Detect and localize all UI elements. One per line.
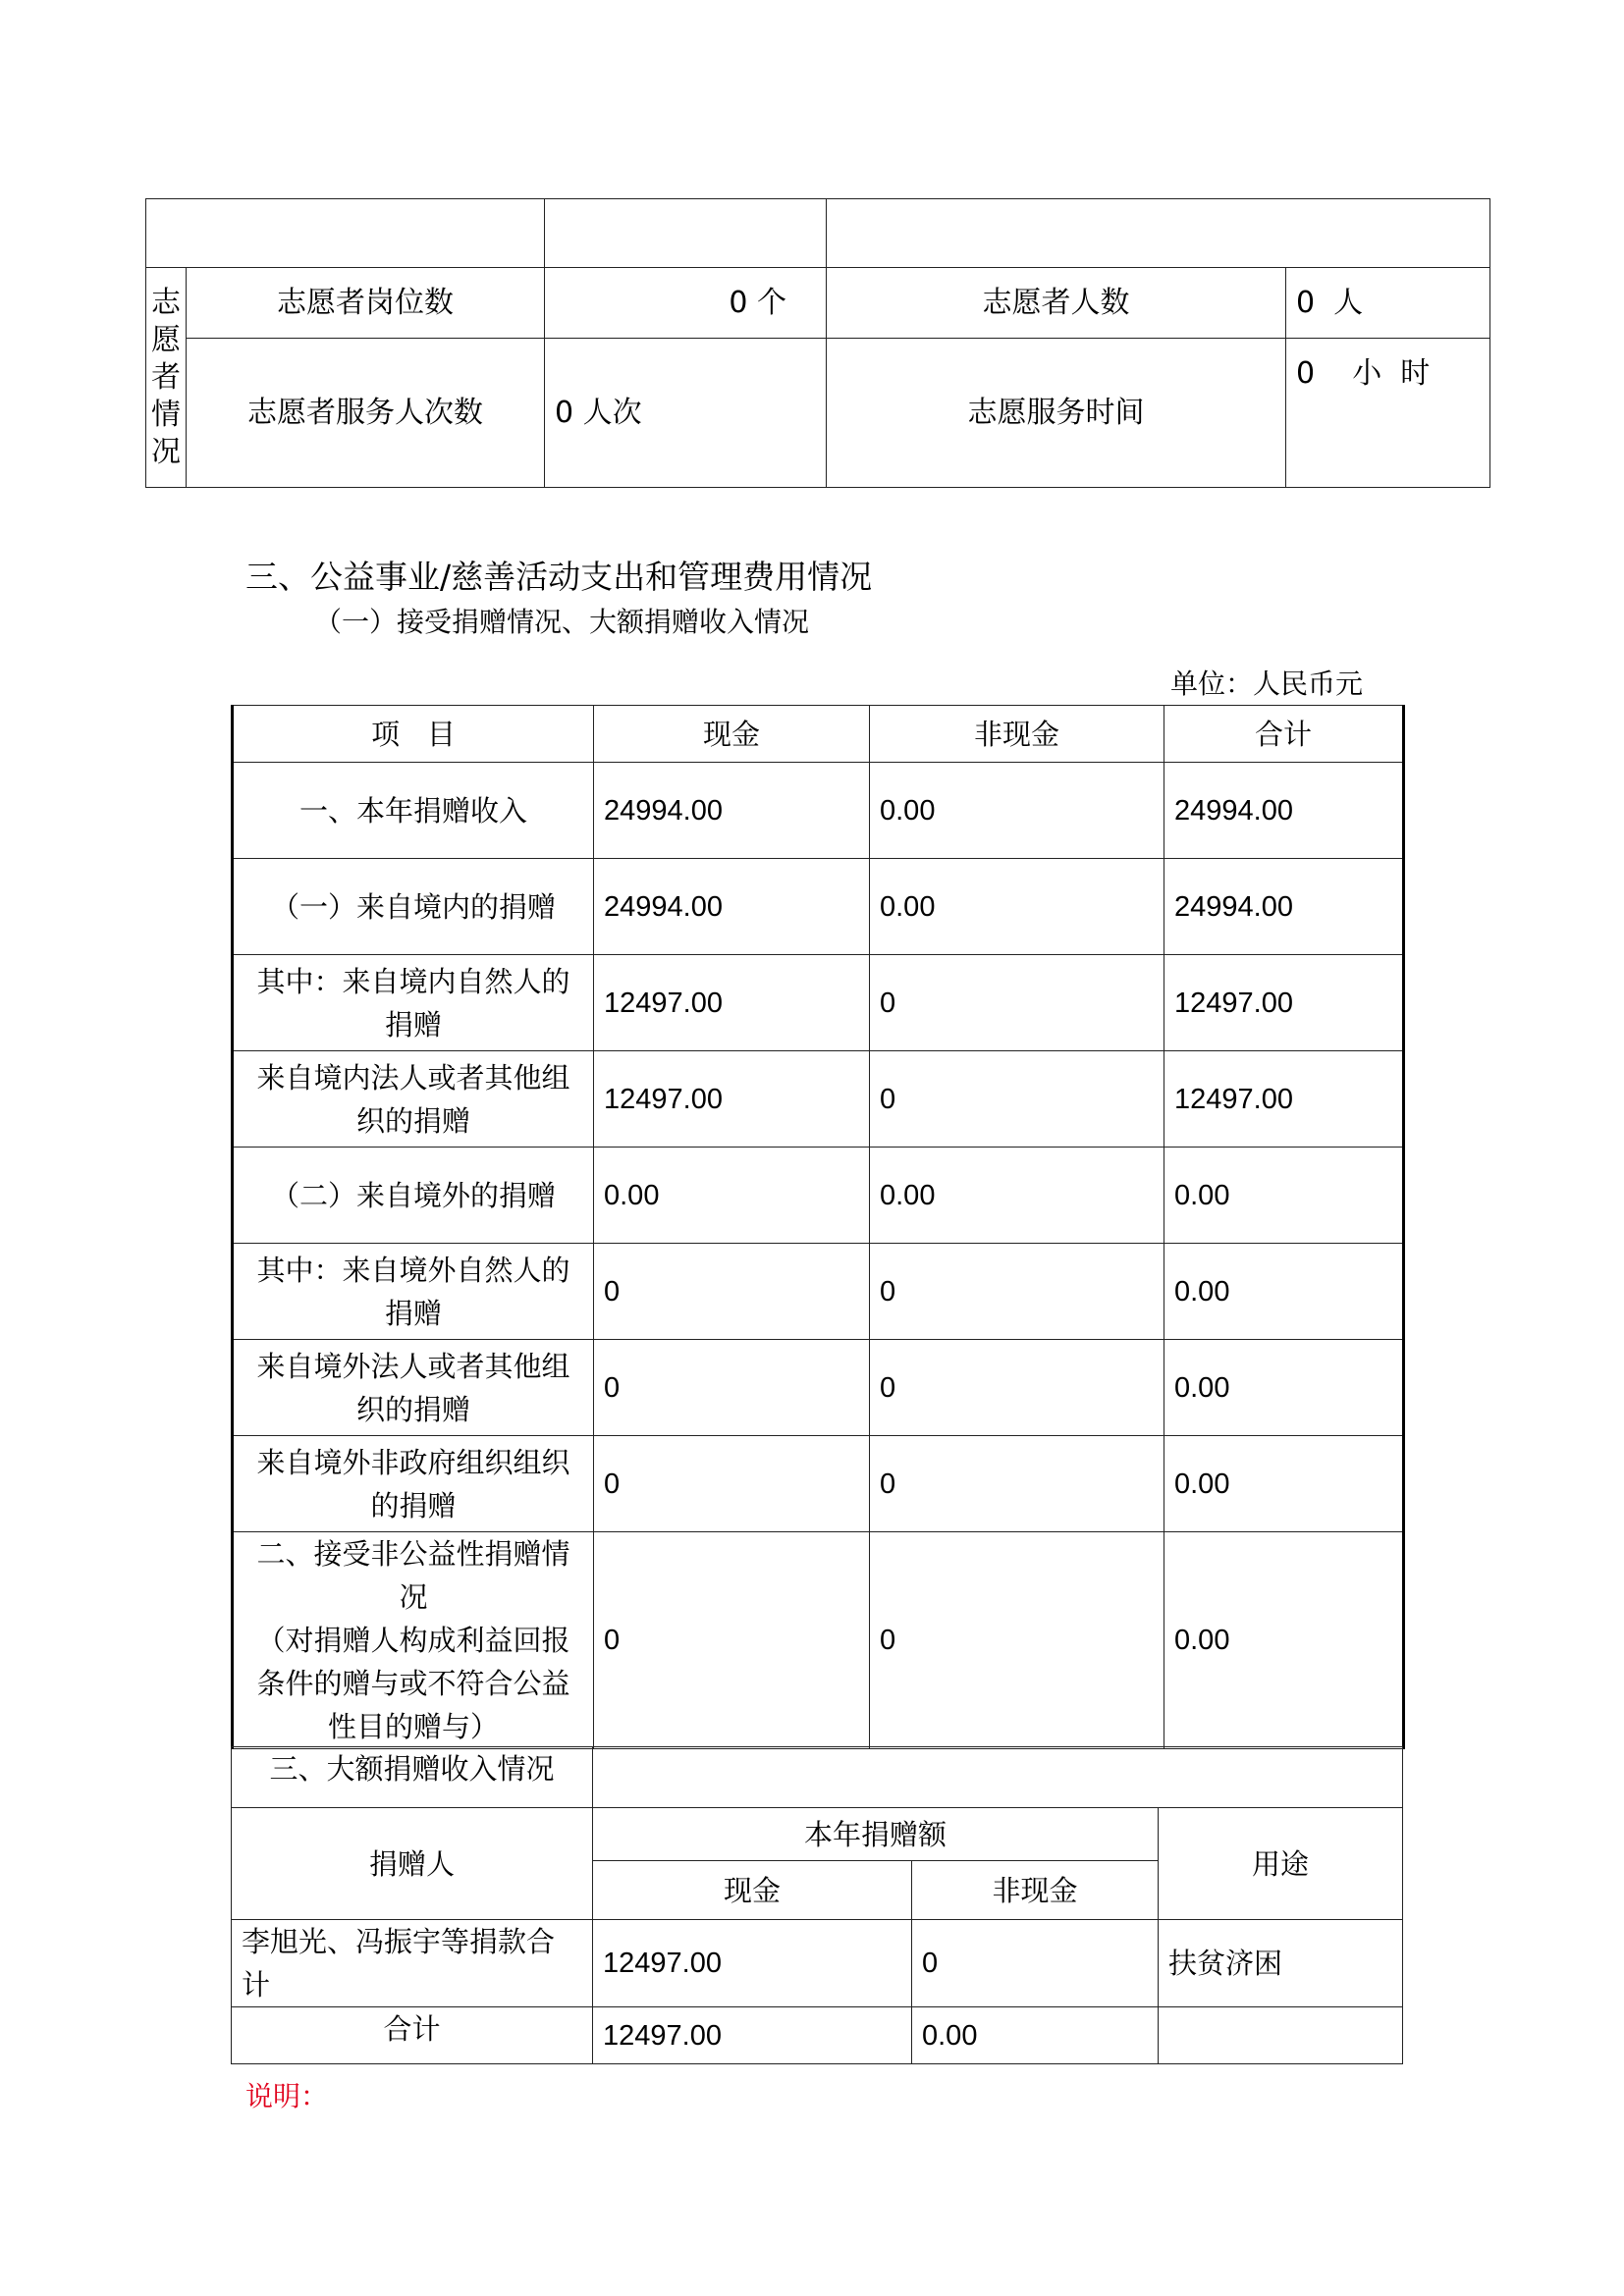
table-row xyxy=(233,763,1404,859)
post-count-value: 0 个 xyxy=(545,268,827,339)
row-total: 12497.00 xyxy=(1164,1051,1404,1148)
total-purpose xyxy=(1159,2007,1403,2064)
volunteer-table-top-row xyxy=(146,199,1490,268)
service-times-value: 0 人次 xyxy=(545,339,827,488)
row-cash: 12497.00 xyxy=(594,955,870,1051)
row-total: 0.00 xyxy=(1164,1340,1404,1436)
subsection-title: （一）接受捐赠情况、大额捐赠收入情况 xyxy=(314,606,810,638)
purpose-header: 用途 xyxy=(1159,1808,1403,1920)
row-item-noncharitable xyxy=(233,1532,594,1749)
table-row xyxy=(233,1340,1404,1436)
volunteer-count-label: 志愿者人数 xyxy=(827,268,1286,339)
row-noncash: 0 xyxy=(870,1340,1164,1436)
large-donation-title-row xyxy=(232,1747,1403,1808)
row-total: 24994.00 xyxy=(1164,763,1404,859)
volunteer-section-label xyxy=(146,268,187,488)
noncash-header: 非现金 xyxy=(912,1861,1159,1920)
table-row xyxy=(232,1920,1403,2007)
volunteer-service-row xyxy=(146,339,1490,488)
section-char: 志 xyxy=(151,285,181,320)
donor-name: 李旭光、冯振宇等捐款合计 xyxy=(232,1920,593,2007)
donation-table xyxy=(231,705,1405,1749)
section-char: 者 xyxy=(151,359,181,395)
unit-label: 单位：人民币元 xyxy=(1170,667,1364,700)
large-donation-table xyxy=(231,1746,1403,2064)
row-item: 其中：来自境内自然人的捐赠 xyxy=(233,955,594,1051)
donor-purpose: 扶贫济困 xyxy=(1159,1920,1403,2007)
row-item: 来自境内法人或者其他组织的捐赠 xyxy=(233,1051,594,1148)
row-total: 12497.00 xyxy=(1164,955,1404,1051)
service-times-label: 志愿者服务人次数 xyxy=(187,339,545,488)
header-item: 项 目 xyxy=(233,706,594,763)
amount-header: 本年捐赠额 xyxy=(593,1808,1159,1861)
row-item: （二）来自境外的捐赠 xyxy=(233,1148,594,1244)
empty-cell xyxy=(593,1747,1403,1808)
row-noncash: 0 xyxy=(870,1244,1164,1340)
row-noncash: 0 xyxy=(870,1436,1164,1532)
row-noncash: 0.00 xyxy=(870,1148,1164,1244)
empty-cell xyxy=(146,199,545,268)
table-row xyxy=(233,1244,1404,1340)
large-donation-title: 三、大额捐赠收入情况 xyxy=(232,1747,593,1808)
row-cash: 0 xyxy=(594,1436,870,1532)
row-total: 0.00 xyxy=(1164,1148,1404,1244)
row-cash: 0 xyxy=(594,1532,870,1749)
post-count-label: 志愿者岗位数 xyxy=(187,268,545,339)
row-item: 来自境外非政府组织组织的捐赠 xyxy=(233,1436,594,1532)
row-noncash: 0 xyxy=(870,955,1164,1051)
row-item: 其中：来自境外自然人的捐赠 xyxy=(233,1244,594,1340)
row-total: 0.00 xyxy=(1164,1436,1404,1532)
volunteer-table xyxy=(145,198,1490,488)
note-label: 说明： xyxy=(245,2080,329,2112)
section-char: 愿 xyxy=(151,322,181,357)
total-cash: 12497.00 xyxy=(593,2007,912,2064)
volunteer-count-value: 0 人 xyxy=(1286,268,1490,339)
row-noncash: 0.00 xyxy=(870,763,1164,859)
header-cash: 现金 xyxy=(594,706,870,763)
row-noncash: 0 xyxy=(870,1051,1164,1148)
table-row xyxy=(233,1436,1404,1532)
row-noncash: 0.00 xyxy=(870,859,1164,955)
header-total: 合计 xyxy=(1164,706,1404,763)
donor-cash: 12497.00 xyxy=(593,1920,912,2007)
header-noncash: 非现金 xyxy=(870,706,1164,763)
total-row xyxy=(232,2007,1403,2064)
donation-header-row xyxy=(233,706,1404,763)
row-cash: 0 xyxy=(594,1340,870,1436)
row-cash: 24994.00 xyxy=(594,763,870,859)
total-noncash: 0.00 xyxy=(912,2007,1159,2064)
section-title: 三、公益事业/慈善活动支出和管理费用情况 xyxy=(245,558,873,596)
table-row xyxy=(233,1148,1404,1244)
donor-noncash: 0 xyxy=(912,1920,1159,2007)
row-cash: 0.00 xyxy=(594,1148,870,1244)
section-char: 情 xyxy=(151,397,181,432)
row-item-note: （对捐赠人构成利益回报条件的赠与或不符合公益性目的赠与） xyxy=(256,1624,570,1743)
table-row xyxy=(233,955,1404,1051)
empty-cell xyxy=(545,199,827,268)
cash-header: 现金 xyxy=(593,1861,912,1920)
volunteer-post-row xyxy=(146,268,1490,339)
row-item: 一、本年捐赠收入 xyxy=(233,763,594,859)
section-char: 况 xyxy=(151,434,181,469)
large-donation-header-row xyxy=(232,1808,1403,1861)
row-cash: 12497.00 xyxy=(594,1051,870,1148)
row-total: 0.00 xyxy=(1164,1532,1404,1749)
empty-cell xyxy=(827,199,1490,268)
row-total: 0.00 xyxy=(1164,1244,1404,1340)
row-item: 来自境外法人或者其他组织的捐赠 xyxy=(233,1340,594,1436)
row-item: 二、接受非公益性捐赠情况 xyxy=(256,1537,570,1614)
row-item: （一）来自境内的捐赠 xyxy=(233,859,594,955)
row-cash: 0 xyxy=(594,1244,870,1340)
row-noncash: 0 xyxy=(870,1532,1164,1749)
table-row xyxy=(233,1051,1404,1148)
row-total: 24994.00 xyxy=(1164,859,1404,955)
total-label: 合计 xyxy=(232,2007,593,2064)
table-row xyxy=(233,1532,1404,1749)
table-row xyxy=(233,859,1404,955)
service-hours-value: 0 小 时 xyxy=(1286,339,1490,488)
row-cash: 24994.00 xyxy=(594,859,870,955)
donor-header: 捐赠人 xyxy=(232,1808,593,1920)
service-hours-label: 志愿服务时间 xyxy=(827,339,1286,488)
